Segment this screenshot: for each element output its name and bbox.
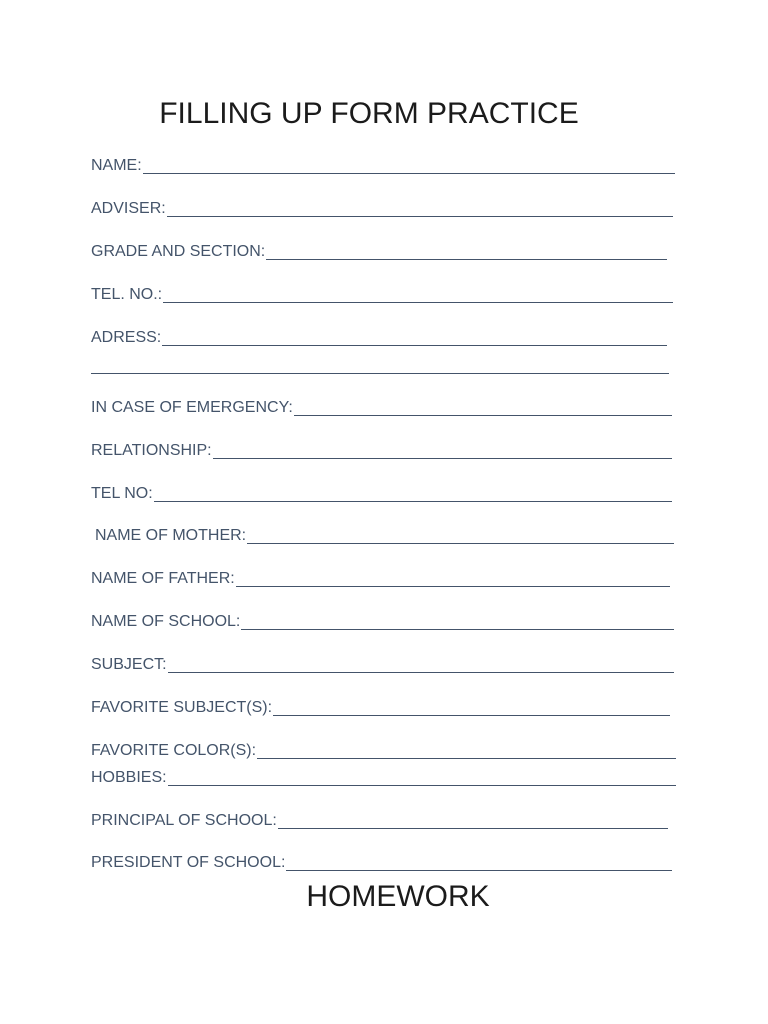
blank-line[interactable] [213,458,672,459]
blank-line[interactable] [247,543,674,544]
field-label: PRESIDENT OF SCHOOL: [91,854,286,871]
field-label: NAME OF FATHER: [91,570,235,587]
blank-line[interactable] [167,216,673,217]
emergency-tel-no-field[interactable] [91,482,672,504]
field-label: TEL. NO.: [91,286,163,303]
hobbies-field[interactable] [91,766,676,788]
principal-of-school-field[interactable] [91,809,668,831]
subject-field[interactable] [91,653,674,675]
favorite-subjects-field[interactable] [91,696,670,718]
address-continuation-field[interactable] [91,354,669,376]
blank-line[interactable] [294,415,672,416]
address-field[interactable] [91,326,667,348]
field-label: ADVISER: [91,200,166,217]
field-label: NAME: [91,157,142,174]
field-label: FAVORITE SUBJECT(S): [91,699,273,716]
blank-line[interactable] [278,828,668,829]
president-of-school-field[interactable] [91,851,672,873]
field-label: GRADE AND SECTION: [91,243,266,260]
field-label: NAME OF MOTHER: [95,527,247,544]
blank-line[interactable] [168,672,674,673]
adviser-field[interactable] [91,197,673,219]
field-label: NAME OF SCHOOL: [91,613,241,630]
field-label: FAVORITE COLOR(S): [91,742,257,759]
blank-line[interactable] [236,586,670,587]
field-label: PRINCIPAL OF SCHOOL: [91,812,277,829]
field-label: RELATIONSHIP: [91,442,212,459]
page-title: FILLING UP FORM PRACTICE [159,97,579,130]
field-label: TEL NO: [91,485,153,502]
blank-line[interactable] [143,173,675,174]
blank-line[interactable] [257,758,676,759]
field-label: SUBJECT: [91,656,167,673]
blank-line[interactable] [241,629,674,630]
blank-line[interactable] [168,785,676,786]
blank-line[interactable] [91,373,669,374]
blank-line[interactable] [266,259,667,260]
name-field[interactable] [91,154,675,176]
name-of-father-field[interactable] [91,567,670,589]
field-label: ADRESS: [91,329,162,346]
blank-line[interactable] [273,715,670,716]
blank-line[interactable] [154,501,672,502]
blank-line[interactable] [286,870,672,871]
tel-no-field[interactable] [91,283,673,305]
blank-line[interactable] [163,302,673,303]
homework-heading: HOMEWORK [306,880,490,913]
field-label: IN CASE OF EMERGENCY: [91,399,293,416]
in-case-of-emergency-field[interactable] [91,396,672,418]
name-of-school-field[interactable] [91,610,674,632]
grade-and-section-field[interactable] [91,240,667,262]
blank-line[interactable] [162,345,667,346]
field-label: HOBBIES: [91,769,167,786]
name-of-mother-field[interactable] [91,524,674,546]
relationship-field[interactable] [91,439,672,461]
favorite-colors-field[interactable] [91,739,676,761]
